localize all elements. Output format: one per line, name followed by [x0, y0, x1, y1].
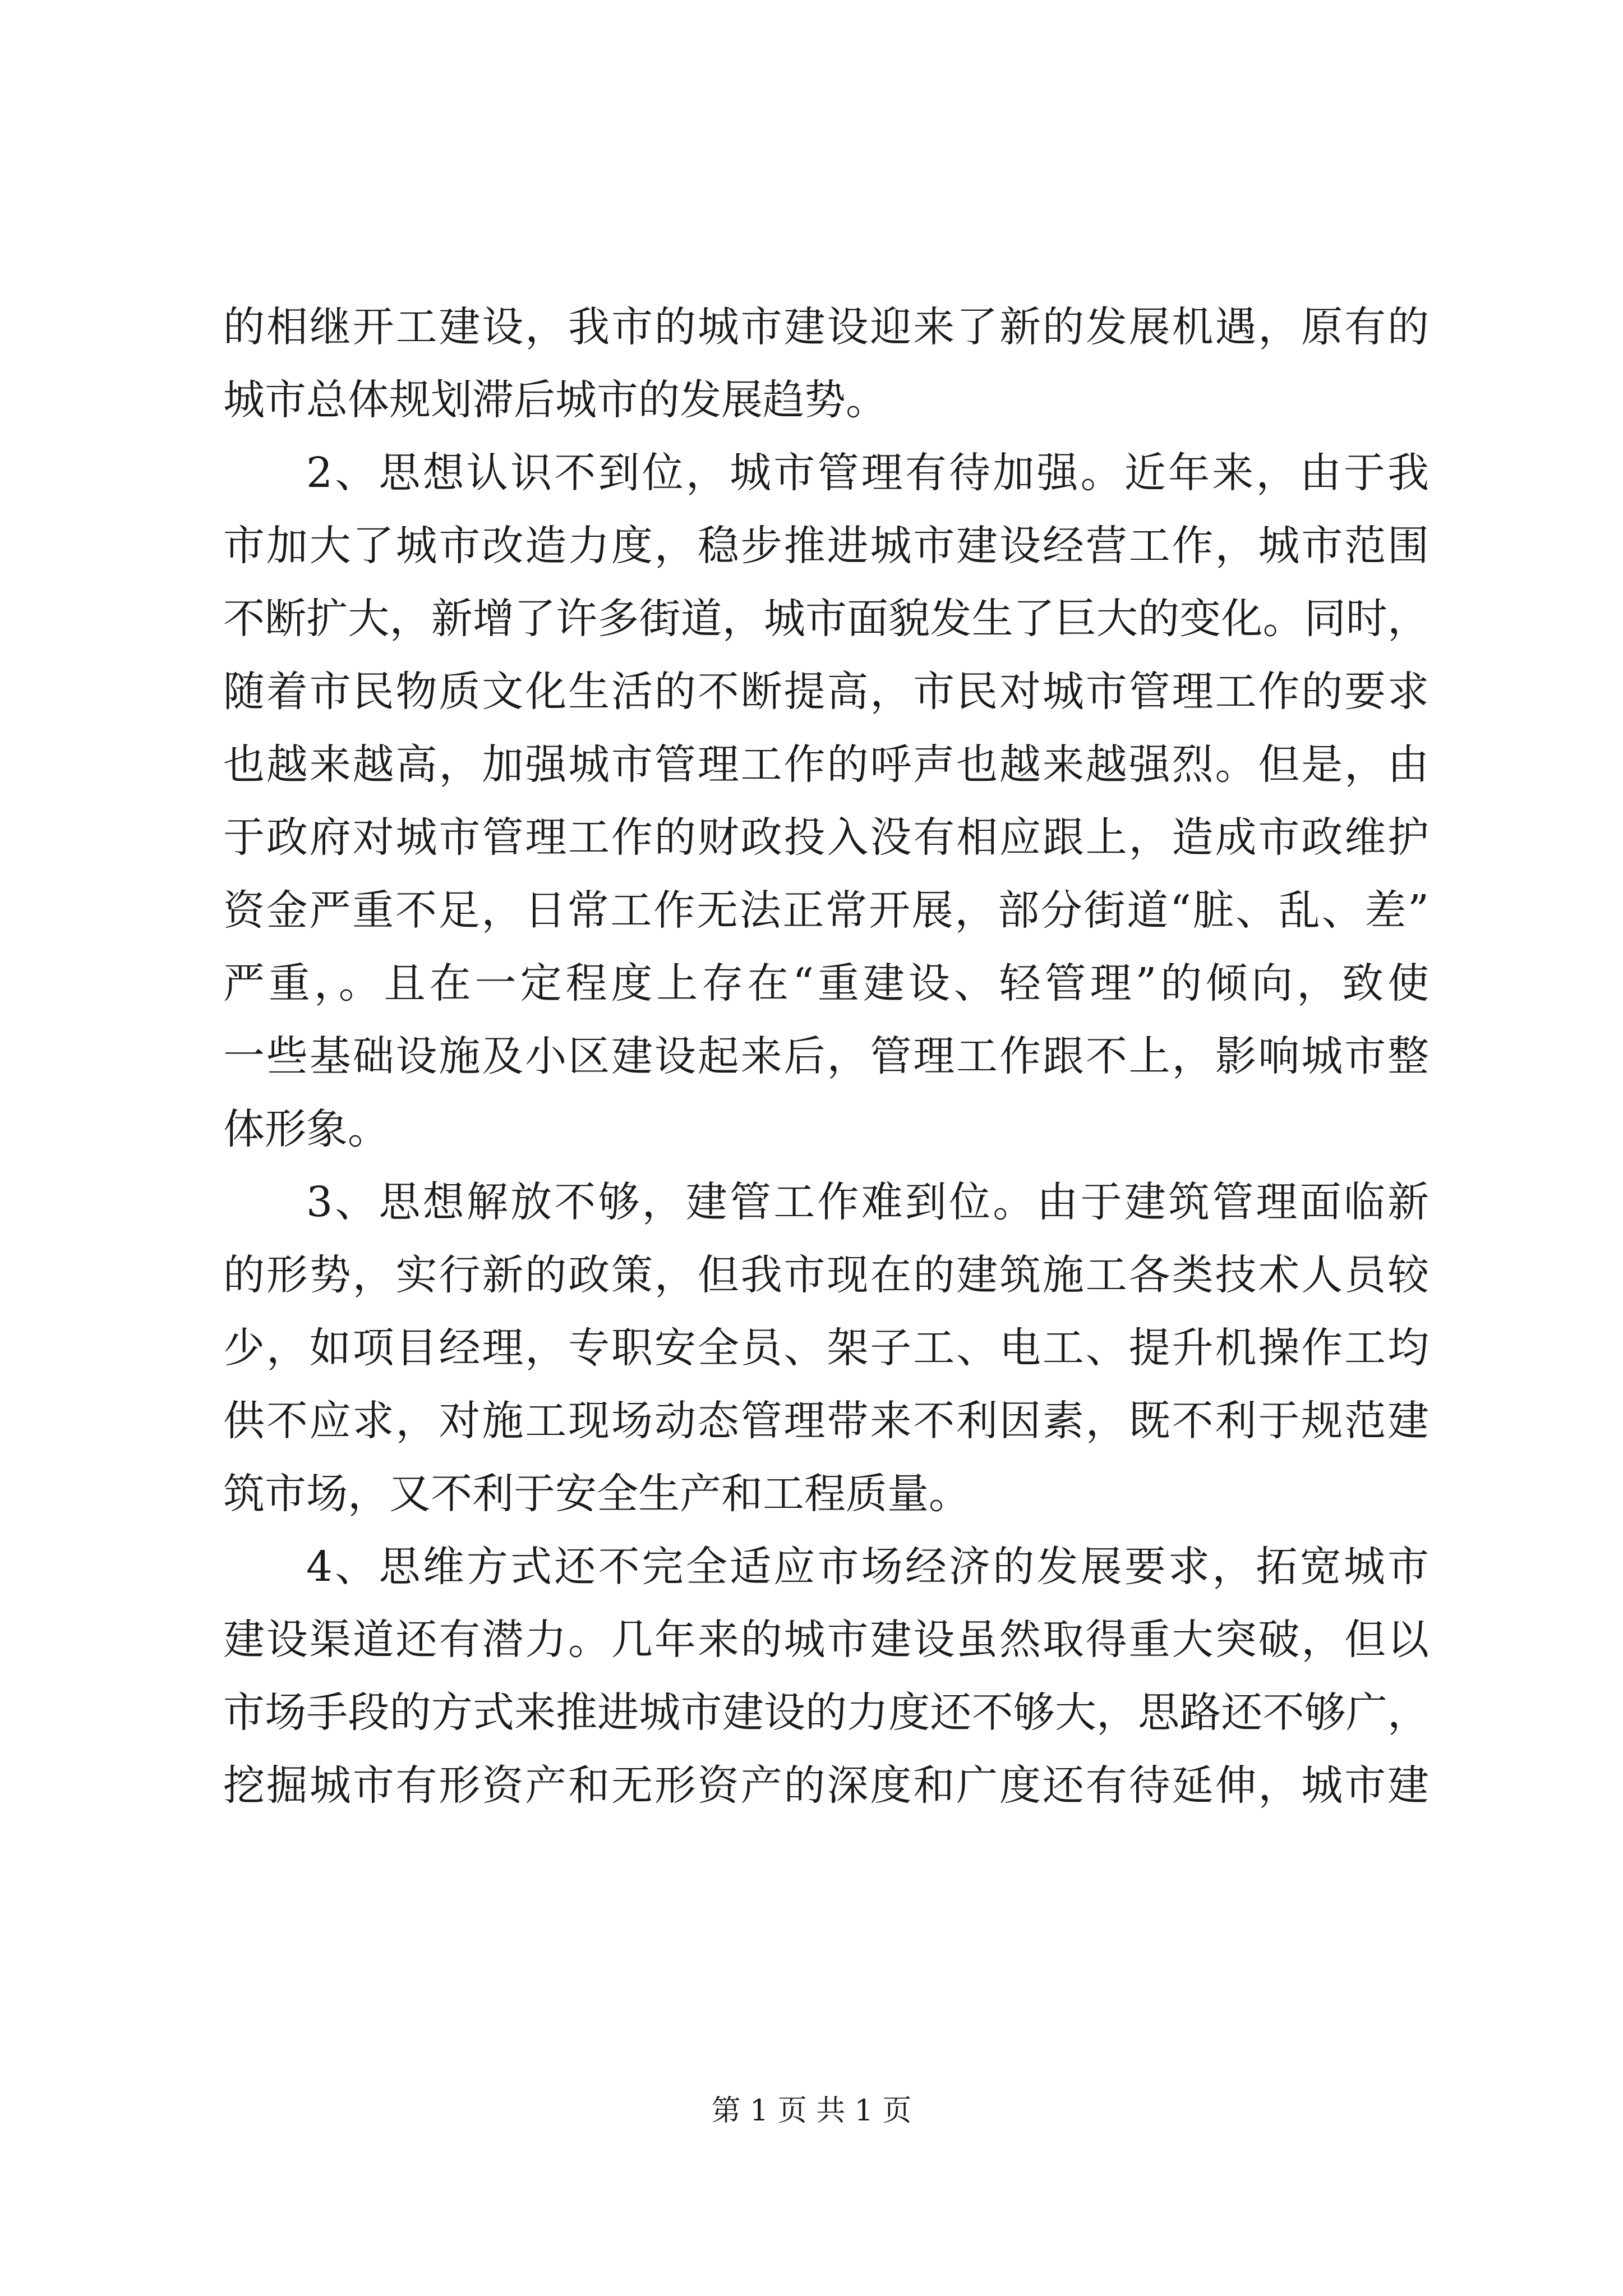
text-line: 一些基础设施及小区建设起来后，管理工作跟不上，影响城市整 [223, 1032, 1429, 1080]
text-line: 随着市民物质文化生活的不断提高，市民对城市管理工作的要求 [223, 668, 1429, 716]
text-line: 2、思想认识不到位，城市管理有待加强。近年来，由于我 [306, 449, 1429, 497]
text-line: 挖掘城市有形资产和无形资产的深度和广度还有待延伸，城市建 [223, 1761, 1429, 1810]
text-line: 4、思维方式还不完全适应市场经济的发展要求，拓宽城市 [306, 1543, 1429, 1591]
text-line: 资金严重不足，日常工作无法正常开展，部分街道“脏、乱、差” [223, 886, 1429, 935]
text-line: 也越来越高，加强城市管理工作的呼声也越来越强烈。但是，由 [223, 740, 1429, 789]
text-line: 城市总体规划滞后城市的发展趋势。 [223, 376, 887, 424]
text-line: 不断扩大，新增了许多街道，城市面貌发生了巨大的变化。同时， [223, 595, 1429, 643]
text-line: 于政府对城市管理工作的财政投入没有相应跟上，造成市政维护 [223, 813, 1429, 862]
text-line: 市场手段的方式来推进城市建设的力度还不够大，思路还不够广， [223, 1688, 1429, 1737]
text-line: 的形势，实行新的政策，但我市现在的建筑施工各类技术人员较 [223, 1251, 1429, 1299]
text-line: 3、思想解放不够，建管工作难到位。由于建筑管理面临新 [306, 1178, 1429, 1226]
document-body [223, 291, 1429, 1822]
text-line: 的相继开工建设，我市的城市建设迎来了新的发展机遇，原有的 [223, 303, 1429, 351]
text-line: 筑市场，又不利于安全生产和工程质量。 [223, 1470, 970, 1518]
page-footer: 第 1 页 共 1 页 [711, 2094, 912, 2128]
text-line: 市加大了城市改造力度，稳步推进城市建设经营工作，城市范围 [223, 522, 1429, 570]
text-line: 供不应求，对施工现场动态管理带来不利因素，既不利于规范建 [223, 1397, 1429, 1445]
text-line: 体形象。 [223, 1105, 389, 1153]
text-line: 少，如项目经理，专职安全员、架子工、电工、提升机操作工均 [223, 1324, 1429, 1372]
text-line: 严重，。且在一定程度上存在“重建设、轻管理”的倾向，致使 [223, 959, 1429, 1007]
text-line: 建设渠道还有潜力。几年来的城市建设虽然取得重大突破，但以 [223, 1616, 1429, 1664]
